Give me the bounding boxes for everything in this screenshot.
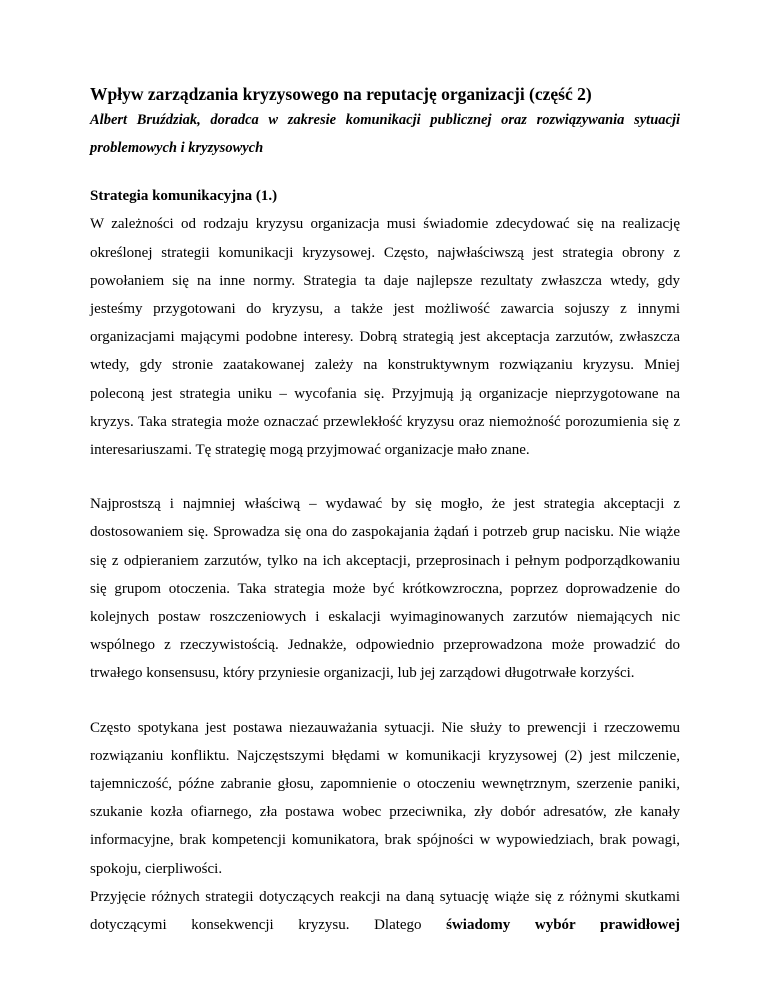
document-page [90,82,680,939]
paragraph-4-bold: świadomy wybór prawidłowej [446,917,680,934]
paragraph-3: Często spotykana jest postawa niezauważania sytuacji. Nie służy to prewencji i rzeczowemu rozwiązaniu konfliktu. Najczęstszymi błędami w komunikacji kryzysowej (2) jest milczenie, tajemniczość, późne zabranie głosu, zapomnienie o otoczeniu wewnętrznym, szerzenie paniki, szukanie kozła ofiarnego, zła postawa wobec przeciwnika, zły dobór adresatów, złe kanały informacyjne, brak kompetencji komunikatora, brak spójności w wypowiedziach, brak powagi, spokoju, cierpliwości. [90,719,680,877]
document-title: Wpływ zarządzania kryzysowego na reputację organizacji (część 2) [90,84,592,104]
paragraph-4 [90,883,680,939]
author-line: Albert Bruździak, doradca w zakresie komunikacji publicznej oraz rozwiązywania sytuacji problemowych i kryzysowych [90,112,680,157]
paragraph-2: Najprostszą i najmniej właściwą – wydawać by się mogło, że jest strategia akceptacji z dostosowaniem się. Sprowadza się ona do zaspokajania żądań i potrzeb grup nacisku. Nie wiąże się z odpieraniem zarzutów, tylko na ich akceptacji, przeprosinach i pełnym podporządkowaniu się grupom otoczenia. Taka strategia może być krótkowzroczna, poprzez doprowadzenie do kolejnych postaw roszczeniowych i eskalacji wyimaginowanych zarzutów niemających nic wspólnego z rzeczywistością. Jednakże, odpowiednio przeprowadzona może prowadzić do trwałego konsensusu, który przyniesie organizacji, lub jej zarządowi długotrwałe korzyści. [90,496,680,682]
paragraph-4-text: Przyjęcie różnych strategii dotyczących reakcji na daną sytuację wiąże się z różnymi skutkami dotyczącymi konsekwencji kryzysu. Dlatego [90,888,680,934]
paragraph-1: W zależności od rodzaju kryzysu organizacja musi świadomie zdecydować się na realizację określonej strategii komunikacji kryzysowej. Często, najwłaściwszą jest strategia obrony z powołaniem się na inne normy. Strategia ta daje najlepsze rezultaty zwłaszcza wtedy, gdy jesteśmy przygotowani do kryzysu, a także jest możliwość zawarcia sojuszy z innymi organizacjami mającymi podobne interesy. Dobrą strategią jest akceptacja zarzutów, zwłaszcza wtedy, gdy stronie zaatakowanej zależy na konstruktywnym rozwiązaniu kryzysu. Mniej poleconą jest strategia uniku – wycofania się. Przyjmują ją organizacje nieprzygotowane na kryzys. Taka strategia może oznaczać przewlekłość kryzysu oraz niemożność porozumienia się z interesariuszami. Tę strategię mogą przyjmować organizacje mało znane. [90,216,680,459]
section-heading: Strategia komunikacyjna (1.) [90,188,278,205]
